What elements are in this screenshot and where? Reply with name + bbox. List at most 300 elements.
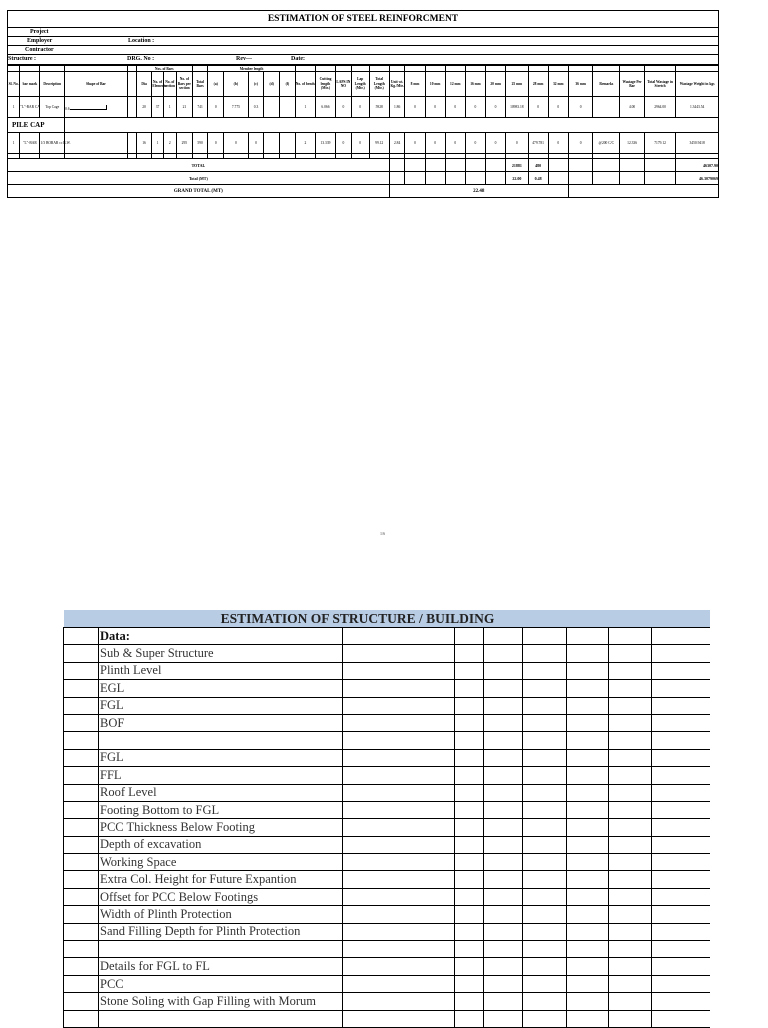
- table-cell: 1: [295, 97, 315, 118]
- column-header: 36 mm: [568, 72, 593, 97]
- structure-row: [64, 801, 710, 818]
- structure-value-cell: [484, 697, 523, 714]
- group-header-bars: Nos. of Bars: [136, 66, 192, 72]
- structure-item-label: Roof Level: [99, 784, 343, 801]
- structure-value-cell: [567, 662, 609, 679]
- structure-row: [64, 628, 710, 645]
- structure-value-cell: [455, 680, 484, 697]
- grand-total-value: 22.48: [389, 185, 568, 198]
- structure-value-cell: [567, 801, 609, 818]
- table-cell: 0: [528, 97, 548, 118]
- structure-value-cell: [609, 628, 652, 645]
- table-cell: [425, 159, 445, 172]
- total-wastage-weight: 46.3079069: [676, 172, 719, 185]
- structure-item-label: Details for FGL to FL: [99, 958, 343, 975]
- structure-value-cell: [652, 784, 710, 801]
- structure-value-cell: [343, 714, 455, 731]
- table-cell: 1: [8, 133, 20, 154]
- structure-value-cell: [609, 784, 652, 801]
- structure-value-cell: [567, 784, 609, 801]
- structure-row: [64, 680, 710, 697]
- structure-value-cell: [455, 923, 484, 940]
- project-row: [7, 28, 719, 37]
- table-cell: 0: [425, 97, 445, 118]
- structure-item-label: Sub & Super Structure: [99, 645, 343, 662]
- structure-value-cell: [523, 923, 567, 940]
- table-cell: 6.066: [315, 97, 335, 118]
- structure-value-cell: [64, 680, 99, 697]
- table-cell: 0: [486, 97, 506, 118]
- table-cell: [280, 133, 296, 154]
- structure-value-cell: [343, 801, 455, 818]
- table-cell: 0: [445, 133, 465, 154]
- bar-shape-drawing: [70, 104, 106, 110]
- table-cell: 13.339: [315, 133, 335, 154]
- structure-row: [64, 836, 710, 853]
- structure-value-cell: [64, 993, 99, 1010]
- column-header: LAPS IN NO: [336, 72, 352, 97]
- structure-row: [7, 55, 719, 65]
- table-cell: [127, 97, 136, 118]
- location-label: Location :: [128, 38, 155, 44]
- structure-value-cell: [455, 993, 484, 1010]
- column-header: (c): [248, 72, 264, 97]
- title-fill: [652, 610, 710, 628]
- structure-value-cell: [343, 854, 455, 871]
- structure-value-cell: [484, 767, 523, 784]
- structure-value-cell: [567, 645, 609, 662]
- structure-item-label: Depth of excavation: [99, 836, 343, 853]
- table-cell: 0: [336, 97, 352, 118]
- structure-value-cell: [343, 645, 455, 662]
- structure-value-cell: [64, 906, 99, 923]
- table-cell: 7.775: [224, 97, 249, 118]
- structure-item-label: Working Space: [99, 854, 343, 871]
- table-cell: 0: [465, 97, 485, 118]
- total-wastage-weight: 46307.90: [676, 159, 719, 172]
- structure-value-cell: [343, 888, 455, 905]
- column-header: [127, 72, 136, 97]
- table-cell: 3450.9418: [676, 133, 719, 154]
- column-header: No. of Bars per section: [177, 72, 193, 97]
- contractor-row: [7, 46, 719, 55]
- structure-row: [64, 941, 710, 958]
- structure-value-cell: [652, 801, 710, 818]
- structure-item-label: Footing Bottom to FGL: [99, 801, 343, 818]
- structure-row: [64, 732, 710, 749]
- structure-value-cell: [523, 1010, 567, 1027]
- structure-value-cell: [455, 732, 484, 749]
- structure-value-cell: [343, 906, 455, 923]
- structure-value-cell: [484, 958, 523, 975]
- structure-value-cell: [64, 749, 99, 766]
- column-header: Wastage Per Bar: [620, 72, 645, 97]
- structure-value-cell: [609, 906, 652, 923]
- structure-value-cell: [523, 993, 567, 1010]
- structure-value-cell: [652, 645, 710, 662]
- structure-value-cell: [609, 854, 652, 871]
- structure-row: [64, 767, 710, 784]
- column-header: Cutting length (Mtr.): [315, 72, 335, 97]
- table-cell: [486, 172, 506, 185]
- structure-row: [64, 749, 710, 766]
- table-cell: 99.12: [369, 133, 389, 154]
- table-cell: 295: [177, 133, 193, 154]
- table-cell: 0: [405, 133, 425, 154]
- table-cell: 0: [465, 133, 485, 154]
- structure-value-cell: [523, 628, 567, 645]
- structure-value-cell: [64, 941, 99, 958]
- structure-value-cell: [343, 784, 455, 801]
- column-header: 32 mm: [548, 72, 568, 97]
- structure-value-cell: [523, 732, 567, 749]
- table-cell: 0: [208, 133, 224, 154]
- table-cell: 1/3 BOBAR cc B.W.: [40, 133, 65, 154]
- structure-value-cell: [567, 836, 609, 853]
- structure-value-cell: [652, 1010, 710, 1027]
- steel-estimation-sheet: [7, 10, 719, 198]
- structure-value-cell: [523, 888, 567, 905]
- structure-value-cell: [484, 732, 523, 749]
- structure-value-cell: [523, 819, 567, 836]
- structure-value-cell: [523, 784, 567, 801]
- structure-value-cell: [455, 801, 484, 818]
- structure-row: [64, 645, 710, 662]
- grand-total-label: GRAND TOTAL (MT): [8, 185, 390, 198]
- table-cell: @200 C/C: [593, 133, 620, 154]
- structure-value-cell: [64, 732, 99, 749]
- structure-value-cell: [343, 975, 455, 992]
- structure-value-cell: [609, 836, 652, 853]
- structure-value-cell: [343, 732, 455, 749]
- column-header: No. of bends: [295, 72, 315, 97]
- total-32mm: 480: [528, 159, 548, 172]
- structure-value-cell: [609, 680, 652, 697]
- structure-value-cell: [652, 975, 710, 992]
- structure-item-label: FGL: [99, 749, 343, 766]
- table-cell: 0: [445, 97, 465, 118]
- table-cell: 1: [152, 133, 163, 154]
- column-header: (d): [264, 72, 280, 97]
- table-cell: [644, 159, 675, 172]
- table-cell: [620, 172, 645, 185]
- structure-item-label: Sand Filling Depth for Plinth Protection: [99, 923, 343, 940]
- bar-shape-dimension: 0.6: [65, 106, 70, 111]
- section-row: [8, 118, 719, 133]
- structure-value-cell: [455, 662, 484, 679]
- table-cell: 2: [163, 133, 176, 154]
- table-cell: [264, 97, 280, 118]
- table-cell: 479.781: [528, 133, 548, 154]
- structure-table: [63, 610, 710, 1028]
- table-cell: [486, 159, 506, 172]
- table-cell: 0.3: [248, 97, 264, 118]
- structure-value-cell: [652, 680, 710, 697]
- structure-row: [64, 784, 710, 801]
- reinforcement-table: [7, 65, 719, 198]
- structure-value-cell: [652, 993, 710, 1010]
- structure-value-cell: [484, 836, 523, 853]
- section-fill: [65, 118, 719, 133]
- column-header: Description: [40, 72, 65, 97]
- table-cell: [405, 172, 425, 185]
- date-label: Date:: [291, 56, 305, 62]
- structure-row: [64, 923, 710, 940]
- structure-value-cell: [455, 906, 484, 923]
- total-mt-row: [8, 172, 719, 185]
- column-header: Total Length (Mtr.): [369, 72, 389, 97]
- structure-value-cell: [567, 819, 609, 836]
- structure-value-cell: [343, 923, 455, 940]
- structure-value-cell: [523, 871, 567, 888]
- table-cell: 590: [192, 133, 208, 154]
- structure-item-label: FGL: [99, 697, 343, 714]
- total-label: TOTAL: [8, 159, 390, 172]
- structure-value-cell: [343, 680, 455, 697]
- structure-row: [64, 1010, 710, 1027]
- table-cell: 21: [177, 97, 193, 118]
- structure-value-cell: [567, 732, 609, 749]
- table-cell: 0: [548, 133, 568, 154]
- column-header: Total Wastage in Stretch: [644, 72, 675, 97]
- structure-value-cell: [567, 714, 609, 731]
- structure-value-cell: [484, 628, 523, 645]
- group-header-member-length: Member length: [208, 66, 295, 72]
- structure-value-cell: [484, 662, 523, 679]
- structure-value-cell: [609, 888, 652, 905]
- structure-label: Structure :: [8, 56, 37, 62]
- table-cell: 0: [351, 133, 369, 154]
- structure-value-cell: [609, 749, 652, 766]
- table-cell: [405, 159, 425, 172]
- table-cell: [548, 159, 568, 172]
- table-cell: 0: [336, 133, 352, 154]
- total-mt-label: Total (MT): [8, 172, 390, 185]
- structure-value-cell: [567, 854, 609, 871]
- structure-value-cell: [343, 1010, 455, 1027]
- column-header: 8 mm: [405, 72, 425, 97]
- structure-value-cell: [652, 871, 710, 888]
- structure-value-cell: [484, 993, 523, 1010]
- structure-value-cell: [567, 628, 609, 645]
- structure-value-cell: [652, 697, 710, 714]
- structure-value-cell: [567, 749, 609, 766]
- structure-item-label: Plinth Level: [99, 662, 343, 679]
- column-header: Total Bars: [192, 72, 208, 97]
- structure-row: [64, 958, 710, 975]
- structure-value-cell: [609, 801, 652, 818]
- table-cell: 0: [208, 97, 224, 118]
- column-header: Sl. No.: [8, 72, 20, 97]
- table-header-row: [8, 72, 719, 97]
- structure-estimation-sheet: [63, 610, 710, 1028]
- table-cell: [620, 159, 645, 172]
- table-cell: 1.3443.54: [676, 97, 719, 118]
- structure-value-cell: [343, 749, 455, 766]
- table-cell: 1.86: [389, 97, 405, 118]
- structure-value-cell: [567, 871, 609, 888]
- column-header: bar mark: [20, 72, 40, 97]
- table-cell: [548, 172, 568, 185]
- table-cell: [593, 97, 620, 118]
- structure-value-cell: [609, 871, 652, 888]
- table-cell: 0: [248, 133, 264, 154]
- project-label: Project: [30, 29, 49, 35]
- structure-item-label: PCC: [99, 975, 343, 992]
- table-cell: 0: [548, 97, 568, 118]
- column-header: No. of section: [163, 72, 176, 97]
- total-row: [8, 159, 719, 172]
- column-header: 12 mm: [445, 72, 465, 97]
- table-cell: [389, 159, 405, 172]
- structure-value-cell: [455, 941, 484, 958]
- column-header: 25 mm: [506, 72, 528, 97]
- structure-value-cell: [484, 801, 523, 818]
- column-header: Wastage Weight in kgs: [676, 72, 719, 97]
- column-header: Remarks: [593, 72, 620, 97]
- structure-value-cell: [455, 628, 484, 645]
- structure-row: [64, 871, 710, 888]
- structure-value-cell: [455, 819, 484, 836]
- structure-value-cell: [652, 958, 710, 975]
- column-header: 20 mm: [486, 72, 506, 97]
- structure-value-cell: [484, 975, 523, 992]
- structure-value-cell: [567, 906, 609, 923]
- structure-value-cell: [652, 714, 710, 731]
- table-cell: 0: [506, 133, 528, 154]
- structure-value-cell: [64, 854, 99, 871]
- structure-value-cell: [609, 941, 652, 958]
- structure-value-cell: [523, 749, 567, 766]
- table-cell: [568, 185, 718, 198]
- structure-value-cell: [567, 958, 609, 975]
- structure-value-cell: [609, 732, 652, 749]
- structure-value-cell: [523, 645, 567, 662]
- structure-item-label: PCC Thickness Below Footing: [99, 819, 343, 836]
- pile-cap-section-label: PILE CAP: [8, 118, 65, 133]
- table-cell: [425, 172, 445, 185]
- structure-value-cell: [652, 628, 710, 645]
- structure-value-cell: [567, 697, 609, 714]
- structure-value-cell: [64, 819, 99, 836]
- structure-value-cell: [343, 871, 455, 888]
- structure-value-cell: [484, 819, 523, 836]
- structure-value-cell: [567, 767, 609, 784]
- structure-value-cell: [523, 767, 567, 784]
- structure-item-label: Data:: [99, 628, 343, 645]
- structure-value-cell: [652, 732, 710, 749]
- structure-value-cell: [455, 697, 484, 714]
- employer-label: Employer: [27, 38, 53, 44]
- column-header: (f): [280, 72, 296, 97]
- structure-value-cell: [609, 975, 652, 992]
- structure-value-cell: [455, 749, 484, 766]
- structure-value-cell: [484, 1010, 523, 1027]
- structure-value-cell: [343, 819, 455, 836]
- structure-value-cell: [484, 680, 523, 697]
- structure-value-cell: [609, 662, 652, 679]
- structure-value-cell: [484, 854, 523, 871]
- structure-row: [64, 888, 710, 905]
- structure-row: [64, 975, 710, 992]
- table-cell: Top Cage: [40, 97, 65, 118]
- structure-value-cell: [523, 975, 567, 992]
- structure-value-cell: [64, 975, 99, 992]
- structure-value-cell: [523, 958, 567, 975]
- table-cell: 4.00: [620, 97, 645, 118]
- table-cell: 10983.18: [506, 97, 528, 118]
- structure-value-cell: [455, 888, 484, 905]
- structure-item-label: Width of Plinth Protection: [99, 906, 343, 923]
- structure-value-cell: [455, 784, 484, 801]
- structure-value-cell: [652, 941, 710, 958]
- table-cell: 12.336: [620, 133, 645, 154]
- table-cell: 0: [425, 133, 445, 154]
- structure-value-cell: [455, 1010, 484, 1027]
- column-header: Shape of Bar: [65, 72, 128, 97]
- table-cell: "L"-BAR: [20, 133, 40, 154]
- structure-value-cell: [523, 836, 567, 853]
- table-cell: 16: [136, 133, 152, 154]
- structure-value-cell: [567, 941, 609, 958]
- structure-row: [64, 993, 710, 1010]
- structure-value-cell: [484, 941, 523, 958]
- drg-label: DRG. No :: [127, 56, 155, 62]
- structure-value-cell: [343, 767, 455, 784]
- table-cell: 0: [224, 133, 249, 154]
- structure-item-label: [99, 1010, 343, 1027]
- structure-value-cell: [455, 975, 484, 992]
- table-cell: 0: [568, 133, 593, 154]
- structure-value-cell: [567, 923, 609, 940]
- column-header: No. of Elements: [152, 72, 163, 97]
- column-header: 16 mm: [465, 72, 485, 97]
- grand-total-row: [8, 185, 719, 198]
- structure-value-cell: [64, 767, 99, 784]
- table-cell: 1: [8, 97, 20, 118]
- structure-value-cell: [652, 767, 710, 784]
- column-header: 28 mm: [528, 72, 548, 97]
- structure-value-cell: [64, 784, 99, 801]
- structure-value-cell: [567, 975, 609, 992]
- structure-value-cell: [455, 836, 484, 853]
- structure-value-cell: [484, 784, 523, 801]
- structure-value-cell: [652, 749, 710, 766]
- structure-value-cell: [64, 801, 99, 818]
- structure-value-cell: [652, 888, 710, 905]
- structure-value-cell: [609, 819, 652, 836]
- employer-row: [7, 37, 719, 46]
- structure-item-label: [99, 732, 343, 749]
- table-cell: [127, 133, 136, 154]
- structure-value-cell: [652, 854, 710, 871]
- structure-value-cell: [523, 906, 567, 923]
- structure-value-cell: [64, 958, 99, 975]
- structure-value-cell: [455, 958, 484, 975]
- table-cell: [65, 97, 128, 118]
- structure-value-cell: [652, 819, 710, 836]
- structure-value-cell: [484, 888, 523, 905]
- structure-value-cell: [609, 993, 652, 1010]
- table-cell: 0: [351, 97, 369, 118]
- table-cell: [568, 172, 593, 185]
- table-cell: 0: [486, 133, 506, 154]
- total-28mm: 21881: [506, 159, 528, 172]
- table-cell: 2: [295, 133, 315, 154]
- structure-item-label: Extra Col. Height for Future Expantion: [99, 871, 343, 888]
- table-cell: [593, 172, 620, 185]
- structure-item-label: Offset for PCC Below Footings: [99, 888, 343, 905]
